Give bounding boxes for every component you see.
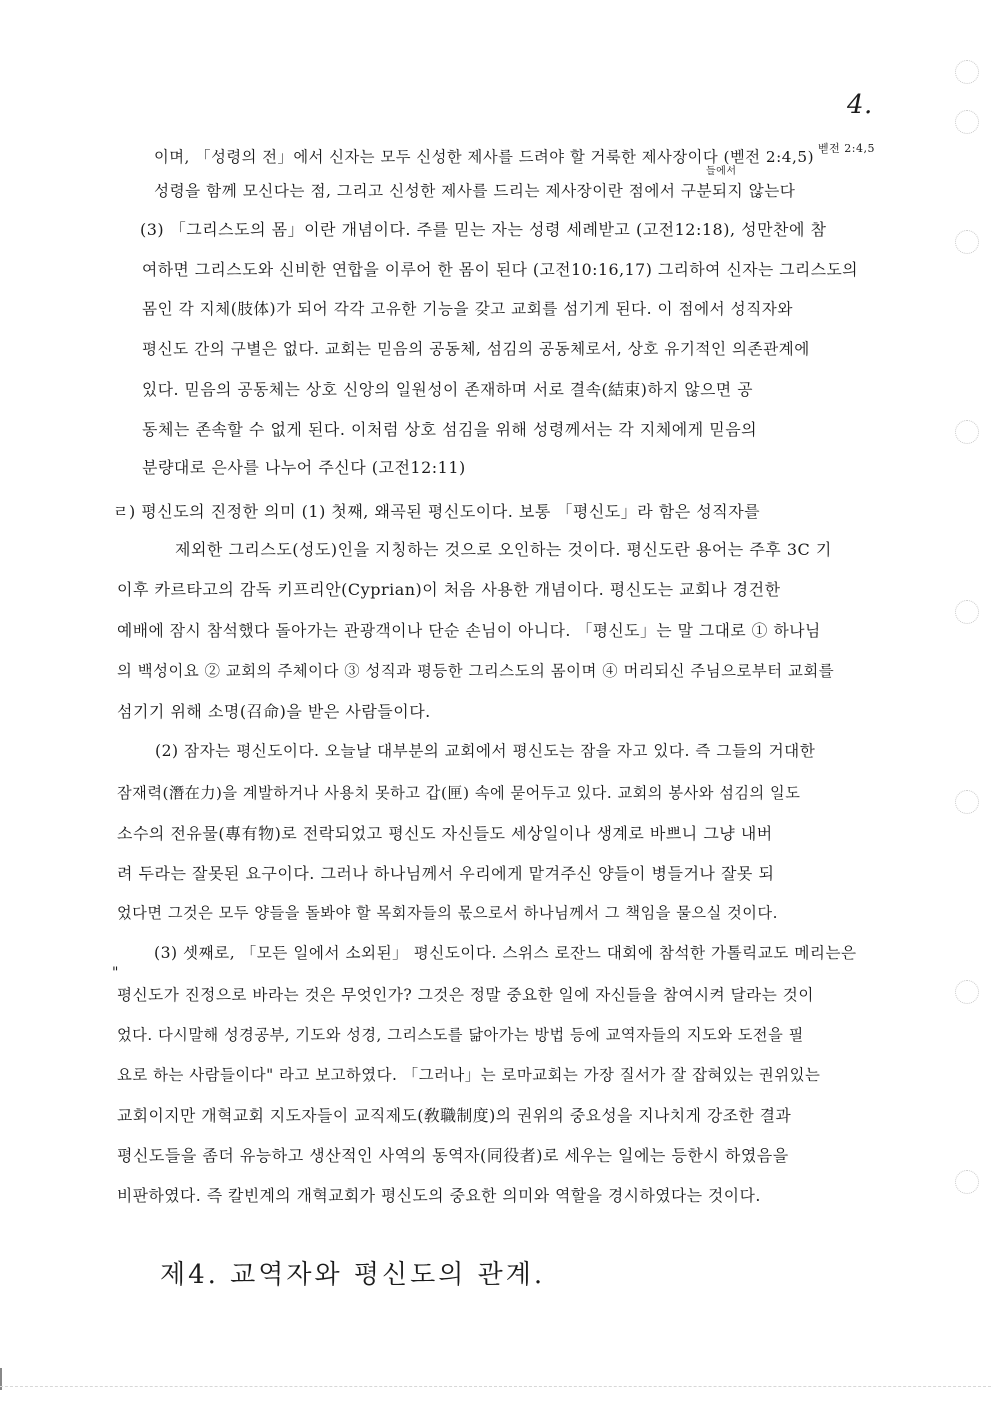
text-line: 요로 하는 사람들이다" 라고 보고하였다. 「그러나」는 로마교회는 가장 질서가 잘 잡혀있는 권위있는 <box>117 1066 821 1084</box>
text-line: 평신도가 진정으로 바라는 것은 무엇인가? 그것은 정말 중요한 일에 자신들을 참여시켜 달라는 것이 <box>117 986 814 1004</box>
scan-speck <box>955 980 979 1004</box>
text-line: 분량대로 은사를 나누어 주신다 (고전12:11) <box>142 458 466 477</box>
insert-note: 들에서 <box>706 166 737 177</box>
text-line: (2) 잠자는 평신도이다. 오늘날 대부분의 교회에서 평신도는 잠을 자고 있다. 즉 그들의 거대한 <box>155 742 816 760</box>
text-line: 교회이지만 개혁교회 지도자들이 교직제도(敎職制度)의 권위의 중요성을 지나치게 강조한 결과 <box>117 1106 792 1125</box>
text-line: 려 두라는 잘못된 요구이다. 그러나 하나님께서 우리에게 맡겨주신 양들이 병들거나 잘못 되 <box>117 864 775 883</box>
margin-mark: " <box>112 965 119 981</box>
scan-speck <box>955 420 979 444</box>
text-line: 여하면 그리스도와 신비한 연합을 이루어 한 몸이 된다 (고전10:16,17) 그리하여 신자는 그리스도의 <box>142 260 859 279</box>
scan-speck <box>955 110 979 134</box>
text-line: 잠재력(潛在力)을 계발하거나 사용치 못하고 갑(匣) 속에 묻어두고 있다. 교회의 봉사와 섬김의 일도 <box>117 784 801 802</box>
text-line: 의 백성이요 ② 교회의 주체이다 ③ 성직과 평등한 그리스도의 몸이며 ④ 머리되신 주님으로부터 교회를 <box>117 662 835 680</box>
text-line: 었다면 그것은 모두 양들을 돌봐야 할 목회자들의 몫으로서 하나님께서 그 책임을 물으실 것이다. <box>117 904 778 922</box>
text-line: (3) 「그리스도의 몸」이란 개념이다. 주를 믿는 자는 성령 세례받고 (고전12:18), 성만찬에 참 <box>140 220 827 239</box>
text-line: 이후 카르타고의 감독 키프리안(Cyprian)이 처음 사용한 개념이다. 평신도는 교회나 경건한 <box>117 580 781 599</box>
scan-speck <box>955 1170 979 1194</box>
text-line: 예배에 잠시 참석했다 돌아가는 관광객이나 단순 손님이 아니다. 「평신도」는 말 그대로 ① 하나님 <box>117 621 821 640</box>
scan-speck <box>955 790 979 814</box>
text-line: 평신도 간의 구별은 없다. 교회는 믿음의 공동체, 섬김의 공동체로서, 상호 유기적인 의존관계에 <box>142 340 810 358</box>
text-line: 제외한 그리스도(성도)인을 지칭하는 것으로 오인하는 것이다. 평신도란 용어는 주후 3C 기 <box>175 540 832 559</box>
scan-speck <box>955 600 979 624</box>
text-line: 섬기기 위해 소명(召命)을 받은 사람들이다. <box>117 702 431 721</box>
text-line: 이며, 「성령의 전」에서 신자는 모두 신성한 제사를 드려야 할 거룩한 제사장이다 (벧전 2:4,5) <box>154 148 815 166</box>
text-line: 동체는 존속할 수 없게 된다. 이처럼 상호 섬김을 위해 성령께서는 각 지체에게 믿음의 <box>142 420 758 439</box>
margin-note: 벧전 2:4,5 <box>818 142 875 155</box>
text-line: 몸인 각 지체(肢体)가 되어 각각 고유한 기능을 갖고 교회를 섬기게 된다. 이 점에서 성직자와 <box>142 300 793 318</box>
text-line: 었다. 다시말해 성경공부, 기도와 성경, 그리스도를 닮아가는 방법 등에 교역자들의 지도와 도전을 필 <box>117 1026 804 1044</box>
text-line: 평신도들을 좀더 유능하고 생산적인 사역의 동역자(同役者)로 세우는 일에는 등한시 하였음을 <box>117 1146 789 1165</box>
text-line: 소수의 전유물(專有物)로 전락되었고 평신도 자신들도 세상일이나 생계로 바쁘니 그냥 내버 <box>117 824 773 843</box>
text-line: 성령을 함께 모신다는 점, 그리고 신성한 제사를 드리는 제사장이란 점에서 구분되지 않는다 <box>154 182 796 200</box>
page-number: 4. <box>847 90 873 120</box>
page-bottom-edge <box>0 1386 991 1387</box>
scan-speck <box>955 230 979 254</box>
text-line: ㄹ) 평신도의 진정한 의미 (1) 첫째, 왜곡된 평신도이다. 보통 「평신도」라 함은 성직자를 <box>113 502 761 521</box>
scan-speck <box>955 60 979 84</box>
text-line: 있다. 믿음의 공동체는 상호 신앙의 일원성이 존재하며 서로 결속(結束)하지 않으면 공 <box>142 380 753 399</box>
section-heading: 제4. 교역자와 평신도의 관계. <box>160 1260 546 1290</box>
text-line: (3) 셋째로, 「모든 일에서 소외된」 평신도이다. 스위스 로잔느 대회에 참석한 가톨릭교도 메리는은 <box>154 944 857 962</box>
text-line: 비판하였다. 즉 칼빈계의 개혁교회가 평신도의 중요한 의미와 역할을 경시하였다는 것이다. <box>117 1186 761 1205</box>
